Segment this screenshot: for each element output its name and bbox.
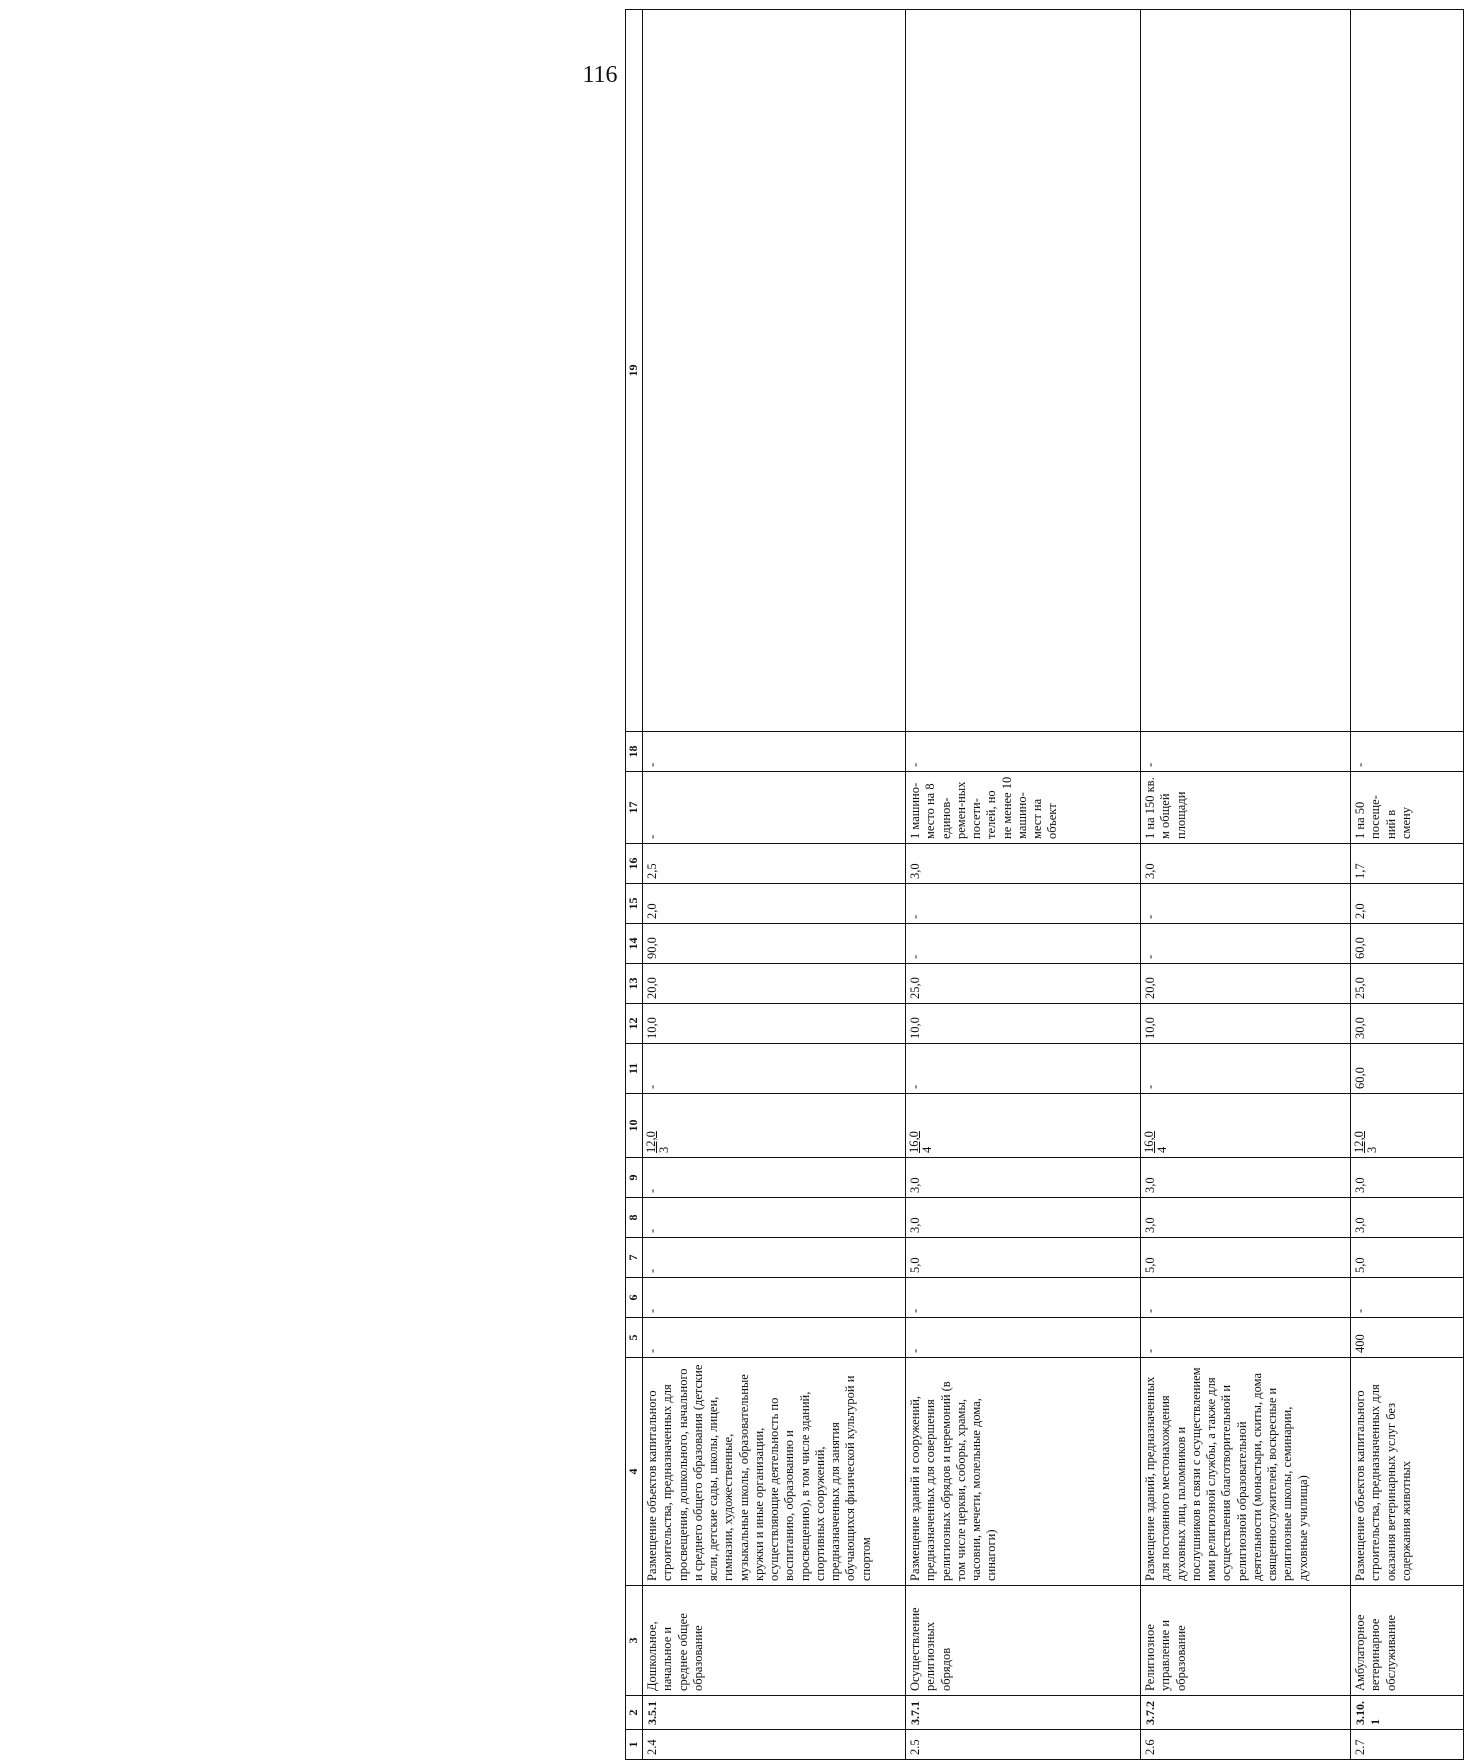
regulations-table	[625, 9, 1464, 1760]
cell-13: 20,0	[643, 964, 906, 1004]
cell-13: 25,0	[906, 964, 1141, 1004]
row-number: 2.4	[643, 1730, 906, 1760]
use-code: 3.5.1	[643, 1696, 906, 1730]
table-row	[1351, 10, 1464, 1760]
header-cell: 10	[626, 1094, 643, 1158]
fraction-bottom: 4	[1155, 1146, 1170, 1153]
header-cell: 3	[626, 1586, 643, 1696]
cell-12: 10,0	[643, 1004, 906, 1044]
cell-5: -	[906, 1318, 1141, 1358]
row-number: 2.6	[1141, 1730, 1351, 1760]
header-cell: 18	[626, 732, 643, 772]
cell-8: 3,0	[1351, 1198, 1464, 1238]
header-cell: 16	[626, 844, 643, 884]
cell-19	[906, 10, 1141, 732]
header-cell: 8	[626, 1198, 643, 1238]
height-floors-fraction	[1353, 1131, 1379, 1153]
use-name: Осуществление религиозных обрядов	[906, 1586, 1141, 1696]
cell-7: 5,0	[1351, 1238, 1464, 1278]
cell-19	[1351, 10, 1464, 732]
cell-14: -	[1141, 924, 1351, 964]
cell-6: -	[906, 1278, 1141, 1318]
cell-18: -	[1141, 732, 1351, 772]
fraction-top: 12,0	[1352, 1131, 1366, 1153]
cell-18: -	[1351, 732, 1464, 772]
header-cell: 17	[626, 772, 643, 844]
fraction-top: 16,0	[907, 1131, 921, 1153]
cell-9: 3,0	[1141, 1158, 1351, 1198]
header-cell: 1	[626, 1730, 643, 1760]
cell-8: -	[643, 1198, 906, 1238]
height-floors-fraction	[1143, 1131, 1169, 1153]
cell-7: 5,0	[1141, 1238, 1351, 1278]
header-cell: 5	[626, 1318, 643, 1358]
cell-19	[1141, 10, 1351, 732]
cell-8: 3,0	[1141, 1198, 1351, 1238]
use-description: Размещение зданий и сооружений, предназначенных для совершения религиозных обрядов и церемоний (в том числе церкви, соборы, храмы, часовни, мечети, молельные дома, синагоги)	[906, 1358, 1141, 1586]
cell-15: -	[906, 884, 1141, 924]
cell-16: 3,0	[1141, 844, 1351, 884]
cell-7: 5,0	[906, 1238, 1141, 1278]
header-cell: 7	[626, 1238, 643, 1278]
cell-11: -	[906, 1044, 1141, 1094]
header-cell: 9	[626, 1158, 643, 1198]
cell-12: 10,0	[906, 1004, 1141, 1044]
row-number: 2.5	[906, 1730, 1141, 1760]
cell-16: 1,7	[1351, 844, 1464, 884]
cell-10	[1351, 1094, 1464, 1158]
cell-9: 3,0	[1351, 1158, 1464, 1198]
header-cell: 19	[626, 10, 643, 732]
cell-9: -	[643, 1158, 906, 1198]
cell-10	[906, 1094, 1141, 1158]
cell-11: -	[1141, 1044, 1351, 1094]
cell-12: 30,0	[1351, 1004, 1464, 1044]
header-cell: 4	[626, 1358, 643, 1586]
cell-19	[643, 10, 906, 732]
cell-5: -	[643, 1318, 906, 1358]
use-name: Дошкольное, начальное и среднее общее образование	[643, 1586, 906, 1696]
fraction-bottom: 3	[657, 1146, 672, 1153]
fraction-bottom: 4	[920, 1146, 935, 1153]
header-cell: 13	[626, 964, 643, 1004]
cell-14: -	[906, 924, 1141, 964]
cell-6: -	[1351, 1278, 1464, 1318]
cell-8: 3,0	[906, 1198, 1141, 1238]
fraction-top: 16,0	[1142, 1131, 1156, 1153]
table-row	[906, 10, 1141, 1760]
cell-17: 1 на 150 кв. м общей площади	[1141, 772, 1351, 844]
use-code: 3.7.2	[1141, 1696, 1351, 1730]
cell-11: 60,0	[1351, 1044, 1464, 1094]
cell-18: -	[906, 732, 1141, 772]
use-name: Религиозное управление и образование	[1141, 1586, 1351, 1696]
cell-9: 3,0	[906, 1158, 1141, 1198]
header-cell: 11	[626, 1044, 643, 1094]
header-cell: 12	[626, 1004, 643, 1044]
cell-10	[643, 1094, 906, 1158]
page-number: 116	[582, 62, 618, 88]
use-description: Размещение объектов капитального строительства, предназначенных для просвещения, дошкольного, начального и среднего общего образования (детские ясли, детские сады, школы, лицеи, гимназии, художественные, музыкальные школы, образовательные кружки и иные организации, осуществляющие деятельность по воспитанию, образованию и просвещению), в том числе зданий, спортивных сооружений, предназначенных для занятия обучающихся физической культурой и спортом	[643, 1358, 906, 1586]
cell-18: -	[643, 732, 906, 772]
cell-6: -	[1141, 1278, 1351, 1318]
cell-14: 90,0	[643, 924, 906, 964]
rotated-table-frame	[625, 110, 1455, 1760]
table-row	[1141, 10, 1351, 1760]
use-code: 3.7.1	[906, 1696, 1141, 1730]
cell-16: 2,5	[643, 844, 906, 884]
cell-13: 25,0	[1351, 964, 1464, 1004]
cell-17: 1 на 50 посеще-ний в смену	[1351, 772, 1464, 844]
use-name: Амбулаторное ветеринарное обслуживание	[1351, 1586, 1464, 1696]
header-cell: 2	[626, 1696, 643, 1730]
use-code: 3.10.1	[1351, 1696, 1464, 1730]
cell-10	[1141, 1094, 1351, 1158]
cell-16: 3,0	[906, 844, 1141, 884]
cell-12: 10,0	[1141, 1004, 1351, 1044]
use-description: Размещение объектов капитального строительства, предназначенных для оказания ветеринарных услуг без содержания животных	[1351, 1358, 1464, 1586]
cell-6: -	[643, 1278, 906, 1318]
cell-15: -	[1141, 884, 1351, 924]
cell-5: 400	[1351, 1318, 1464, 1358]
cell-7: -	[643, 1238, 906, 1278]
cell-15: 2,0	[643, 884, 906, 924]
fraction-top: 12,0	[644, 1131, 658, 1153]
cell-11: -	[643, 1044, 906, 1094]
header-row	[626, 10, 643, 1760]
cell-13: 20,0	[1141, 964, 1351, 1004]
cell-15: 2,0	[1351, 884, 1464, 924]
header-cell: 6	[626, 1278, 643, 1318]
fraction-bottom: 3	[1365, 1146, 1380, 1153]
row-number: 2.7	[1351, 1730, 1464, 1760]
height-floors-fraction	[908, 1131, 934, 1153]
use-description: Размещение зданий, предназначенных для постоянного местонахождения духовных лиц, паломников и послушников в связи с осуществлением ими религиозной службы, а также для осуществления благотворительной и религиозной образовательной деятельности (монастыри, скиты, дома священнослужителей, воскресные и религиозные школы, семинарии, духовные училища)	[1141, 1358, 1351, 1586]
header-cell: 15	[626, 884, 643, 924]
cell-17: 1 машино-место на 8 единов-ремен-ных посети-телей, но не менее 10 машино-мест на объект	[906, 772, 1141, 844]
height-floors-fraction	[645, 1131, 671, 1153]
cell-14: 60,0	[1351, 924, 1464, 964]
header-cell: 14	[626, 924, 643, 964]
cell-5: -	[1141, 1318, 1351, 1358]
table-row	[643, 10, 906, 1760]
cell-17: -	[643, 772, 906, 844]
